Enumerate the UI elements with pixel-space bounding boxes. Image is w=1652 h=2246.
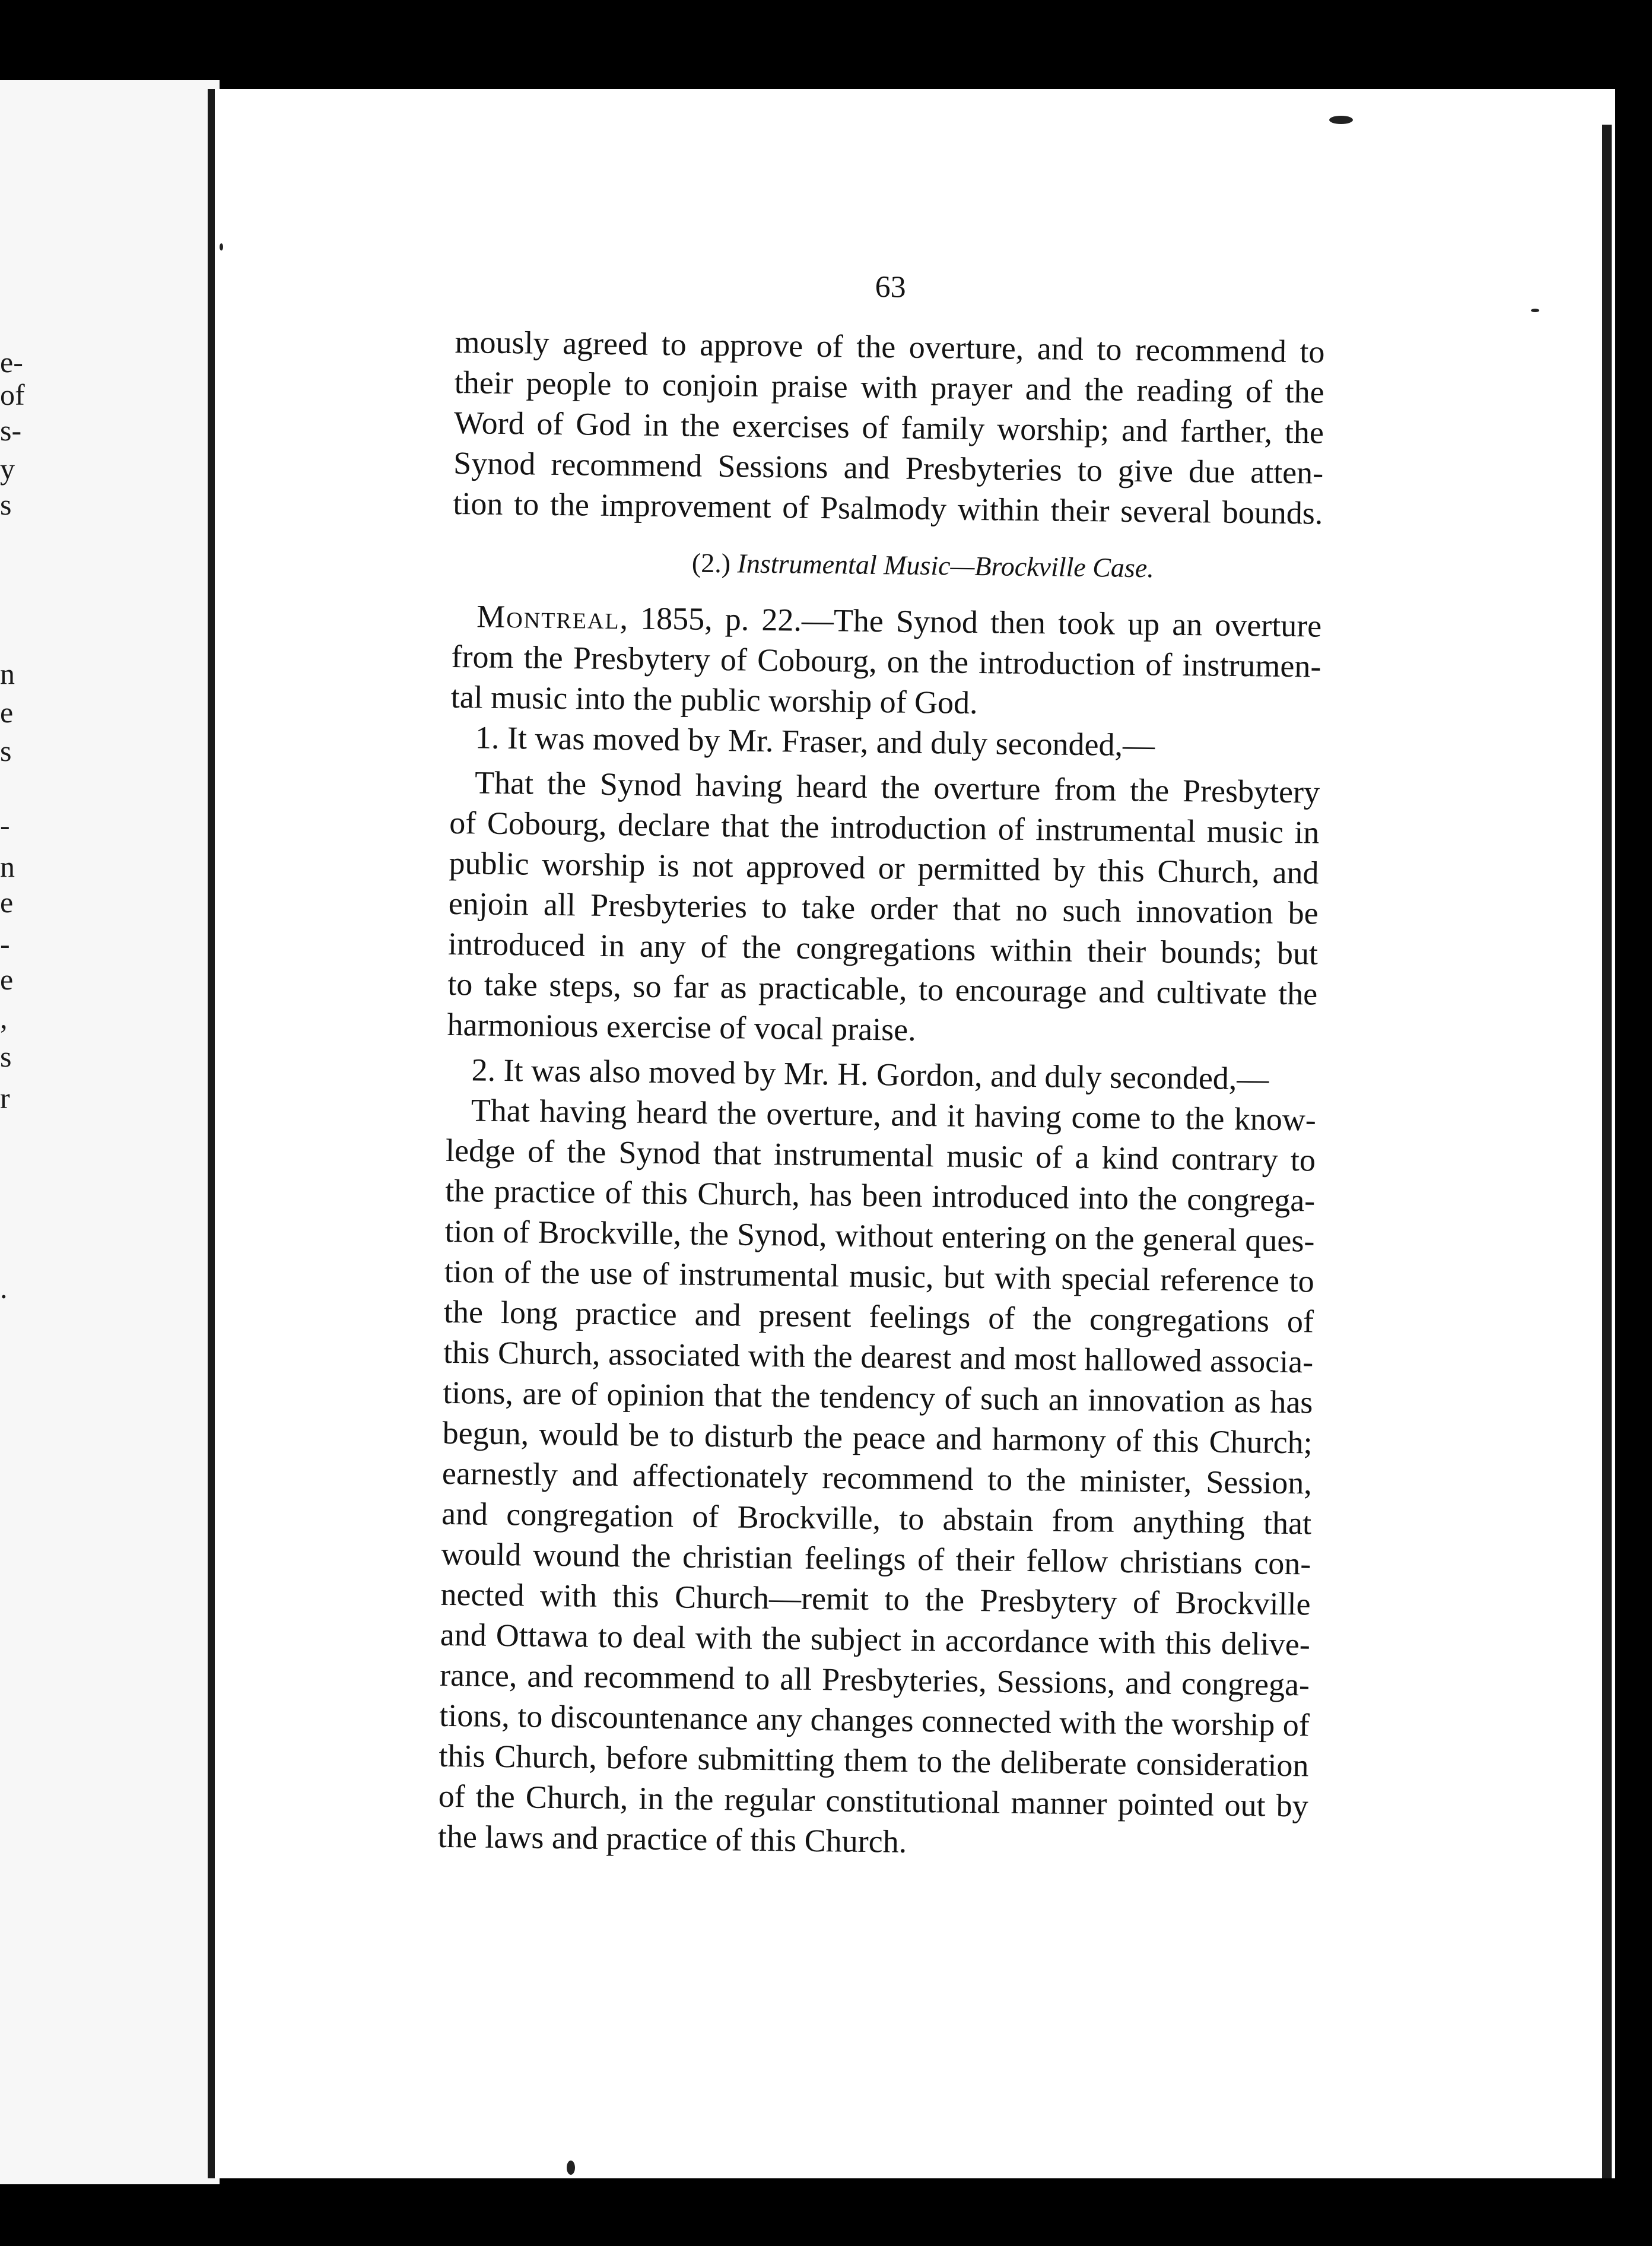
fragment: s-: [0, 414, 22, 447]
text-line: the long practice and present feelings of the congregations of: [443, 1293, 1314, 1340]
text-line: of the Church, in the regular constitutional manner pointed out by: [438, 1778, 1309, 1824]
text-line: enjoin all Presbyteries to take order that no such innovation be: [448, 885, 1319, 931]
text-line: would wound the christian feelings of their fellow christians con-: [441, 1536, 1311, 1582]
text-line: That having heard the overture, and it having come to the know-: [471, 1092, 1317, 1138]
scan-speck: [220, 243, 223, 250]
page-number: 63: [875, 270, 906, 304]
text-line: tion to the improvement of Psalmody within their several bounds.: [453, 485, 1323, 531]
text-line: ledge of the Synod that instrumental music of a kind contrary to: [445, 1132, 1316, 1178]
page-text: [438, 267, 1326, 1866]
fragment: n: [0, 850, 15, 883]
fragment: y: [0, 452, 15, 486]
fragment: ,: [0, 1001, 8, 1035]
section-heading: [452, 540, 1323, 591]
fragment: s: [0, 1040, 12, 1073]
motion-one-text: [447, 762, 1320, 1055]
fragment: r: [0, 1081, 10, 1115]
fragment: e: [0, 696, 14, 729]
adjacent-page-edge: [0, 80, 220, 2184]
text-line: the practice of this Church, has been introduced into the congrega-: [445, 1172, 1316, 1219]
text-line: rance, and recommend to all Presbyteries, Sessions, and congrega-: [439, 1657, 1310, 1703]
fragment: -: [0, 927, 10, 960]
fragment: e: [0, 963, 14, 996]
motion-one-heading: 1. It was moved by Mr. Fraser, and duly seconded,—: [475, 719, 1155, 763]
text-line: and Ottawa to deal with the subject in accordance with this delive-: [440, 1616, 1311, 1663]
adjacent-page-text-fragments: [0, 80, 36, 2184]
fragment: s: [0, 488, 12, 521]
text-line: begun, would be to disturb the peace and harmony of this Church;: [442, 1414, 1313, 1461]
text-line: the laws and practice of this Church.: [437, 1818, 907, 1860]
scan-speck: [1531, 309, 1539, 312]
fragment: -: [0, 808, 10, 842]
text-line: earnestly and affectionately recommend to the minister, Session,: [441, 1455, 1313, 1501]
text-line: public worship is not approved or permitted by this Church, and: [449, 845, 1319, 891]
opening-paragraph: [453, 322, 1325, 534]
text-line: their people to conjoin praise with prayer and the reading of the: [454, 364, 1325, 410]
fragment: e-: [0, 345, 23, 379]
place-name: Montreal: [476, 598, 620, 636]
text-line: from the Presbytery of Cobourg, on the introduction of instrumen-: [451, 638, 1321, 684]
text-line: nected with this Church—remit to the Presbytery of Brockville: [440, 1576, 1311, 1622]
text-line: to take steps, so far as practicable, to encourage and cultivate the: [447, 966, 1318, 1012]
fragment: of: [0, 378, 25, 411]
text-line: That the Synod having heard the overture from the Presbytery: [474, 764, 1320, 810]
fragment: e: [0, 886, 14, 919]
scan-speck: [1329, 116, 1353, 124]
text-line: mously agreed to approve of the overture, and to recommend to: [455, 323, 1325, 370]
text-line: tal music into the public worship of God.: [450, 678, 978, 721]
text-line: this Church, associated with the dearest and most hallowed associa-: [443, 1334, 1314, 1380]
motion-two-text: [438, 1090, 1317, 1867]
page-edge-shadow: [1602, 125, 1612, 2178]
section-number: (2.): [691, 547, 731, 579]
montreal-paragraph: [450, 596, 1321, 727]
text-line: and congregation of Brockville, to abstain from anything that: [441, 1495, 1312, 1541]
fragment: .: [0, 1271, 8, 1305]
motion-two-heading: 2. It was also moved by Mr. H. Gordon, and duly seconded,—: [471, 1052, 1269, 1097]
text-line: tion of the use of instrumental music, but with special reference to: [444, 1253, 1315, 1299]
text-line: of Cobourg, declare that the introduction of instrumental music in: [449, 804, 1320, 851]
text-line: tions, are of opinion that the tendency of such an innovation as has: [443, 1374, 1313, 1420]
fragment: s: [0, 734, 12, 767]
text-line: introduced in any of the congregations within their bounds; but: [447, 925, 1319, 972]
citation: , 1855, p. 22.—The Synod then took up an overture: [620, 600, 1322, 644]
text-line: tion of Brockville, the Synod, without entering on the general ques-: [444, 1213, 1315, 1259]
fragment: n: [0, 657, 15, 690]
section-title: Instrumental Music—Brockville Case.: [737, 548, 1155, 583]
text-line: tions, to discountenance any changes connected with the worship of: [439, 1697, 1310, 1743]
text-line: Synod recommend Sessions and Presbyteries to give due atten-: [453, 445, 1324, 491]
book-gutter: [208, 89, 215, 2178]
scan-speck: [567, 2161, 575, 2175]
text-line: this Church, before submitting them to the deliberate consideration: [439, 1737, 1309, 1784]
text-line: Word of God in the exercises of family worship; and farther, the: [453, 404, 1324, 451]
text-line: harmonious exercise of vocal praise.: [447, 1006, 917, 1048]
